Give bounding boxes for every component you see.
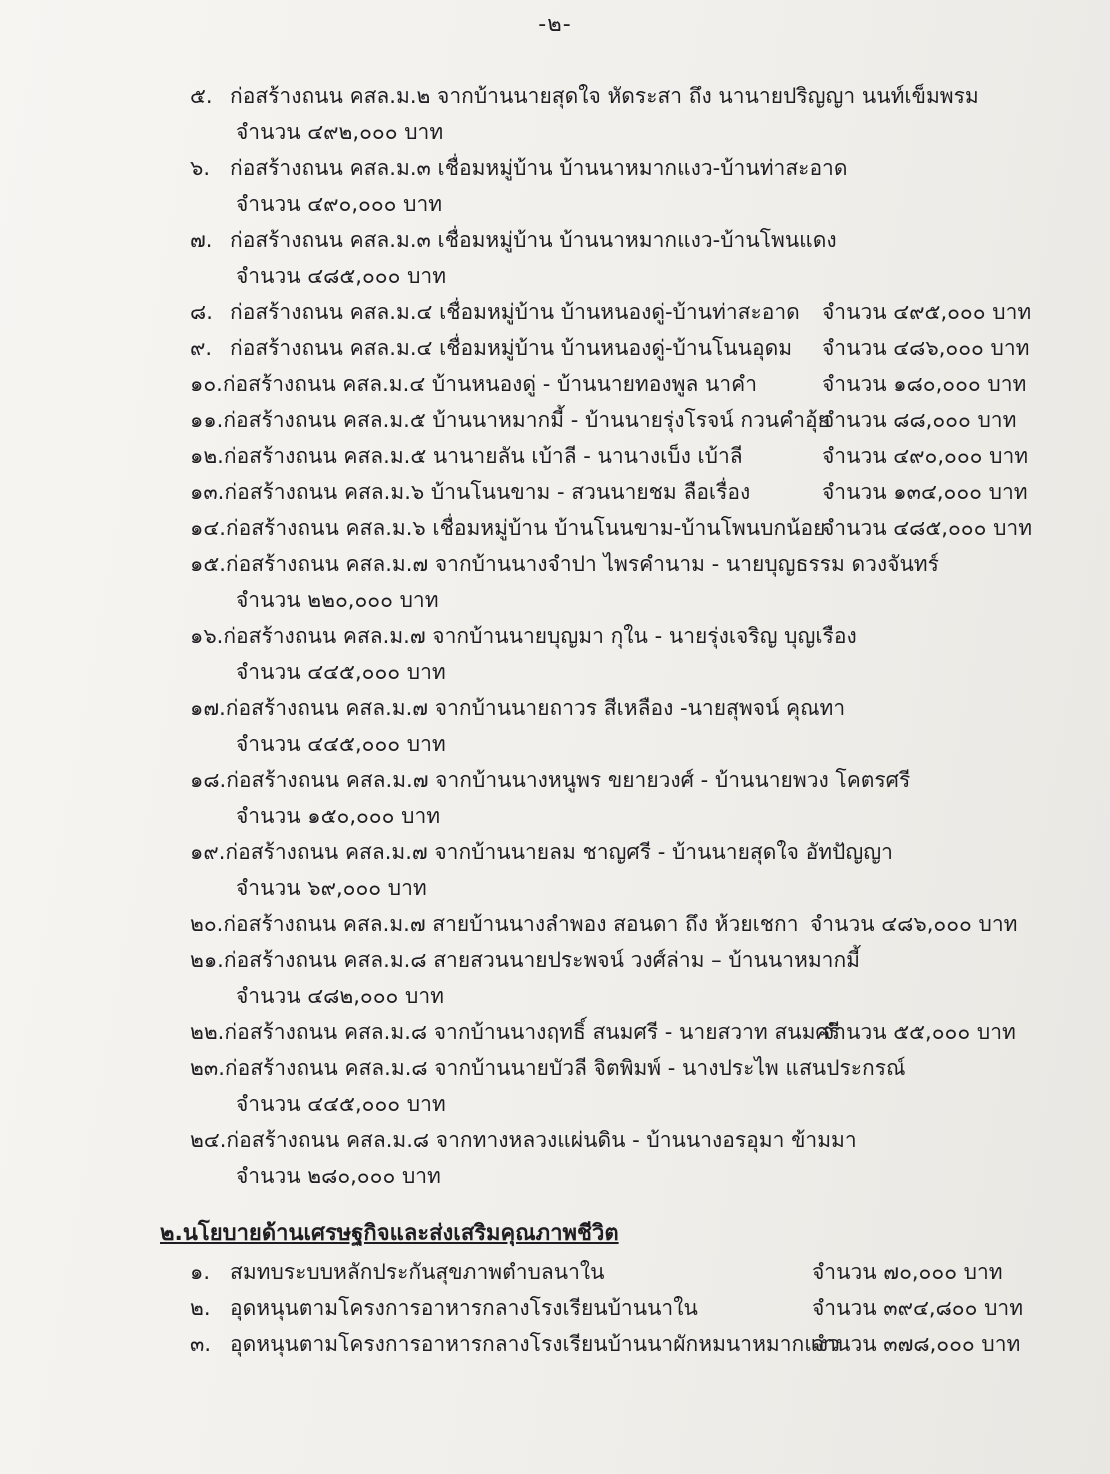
list-item xyxy=(190,834,1070,906)
list-item xyxy=(190,366,1070,402)
item-amount: จำนวน ๔๔๕,๐๐๐ บาท xyxy=(236,1092,446,1116)
item-number: ๑๒. xyxy=(190,444,224,468)
list-item xyxy=(190,1050,1070,1122)
list-item xyxy=(190,1122,1070,1194)
list-item xyxy=(190,1326,1070,1362)
item-number: ๓. xyxy=(190,1332,212,1356)
item-number: ๑๓. xyxy=(190,480,225,504)
item-number: ๘. xyxy=(190,300,213,324)
item-text: ก่อสร้างถนน คสล.ม.๓ เชื่อมหมู่บ้าน บ้านนาหมากแงว-บ้านโพนแดง xyxy=(230,228,837,252)
item-amount: จำนวน ๗๐,๐๐๐ บาท xyxy=(812,1260,1003,1284)
list-item xyxy=(190,222,1070,294)
item-number: ๒๓. xyxy=(190,1056,225,1080)
item-amount: จำนวน ๓๗๘,๐๐๐ บาท xyxy=(812,1332,1021,1356)
item-amount: จำนวน ๔๘๖,๐๐๐ บาท xyxy=(822,336,1030,360)
item-amount: จำนวน ๖๙,๐๐๐ บาท xyxy=(236,876,427,900)
list-item xyxy=(190,78,1070,150)
item-number: ๗. xyxy=(190,228,213,252)
list-item xyxy=(190,1254,1070,1290)
item-number: ๒๔. xyxy=(190,1128,227,1152)
list-item xyxy=(190,762,1070,834)
item-text: สมทบระบบหลักประกันสุขภาพตำบลนาใน xyxy=(230,1260,605,1284)
item-text: ก่อสร้างถนน คสล.ม.๖ เชื่อมหมู่บ้าน บ้านโนนขาม-บ้านโพนบกน้อย xyxy=(225,516,826,540)
item-amount: จำนวน ๔๙๐,๐๐๐ บาท xyxy=(822,444,1029,468)
list-item xyxy=(190,690,1070,762)
item-text: ก่อสร้างถนน คสล.ม.๔ บ้านหนองดู่ - บ้านนายทองพูล นาคำ xyxy=(222,372,758,396)
list-item xyxy=(190,546,1070,618)
item-number: ๑๘. xyxy=(190,768,227,792)
item-text: ก่อสร้างถนน คสล.ม.๗ จากบ้านนางจำปา ไพรคำนาม - นายบุญธรรม ดวงจันทร์ xyxy=(225,552,939,576)
item-text: ก่อสร้างถนน คสล.ม.๗ จากบ้านนายลม ชาญศรี - บ้านนายสุดใจ อัทปัญญา xyxy=(225,840,893,864)
item-amount: จำนวน ๔๔๕,๐๐๐ บาท xyxy=(236,732,446,756)
list-item xyxy=(190,330,1070,366)
section-heading: ๒.นโยบายด้านเศรษฐกิจและส่งเสริมคุณภาพชีวิต xyxy=(160,1221,619,1246)
item-number: ๑๗. xyxy=(190,696,226,720)
item-text: ก่อสร้างถนน คสล.ม.๕ นานายลัน เบ้าลี - นานางเบ็ง เบ้าลี xyxy=(223,444,743,468)
item-text: ก่อสร้างถนน คสล.ม.๔ เชื่อมหมู่บ้าน บ้านหนองดู่-บ้านท่าสะอาด xyxy=(230,300,800,324)
list-item xyxy=(190,1290,1070,1326)
item-number: ๑๕. xyxy=(190,552,226,576)
item-text: ก่อสร้างถนน คสล.ม.๗ สายบ้านนางลำพอง สอนดา ถึง ห้วยเชกา xyxy=(223,912,799,936)
item-number: ๑๔. xyxy=(190,516,226,540)
item-number: ๒๑. xyxy=(190,948,224,972)
item-amount: จำนวน ๔๙๒,๐๐๐ บาท xyxy=(236,120,444,144)
item-text: ก่อสร้างถนน คสล.ม.๘ จากทางหลวงแผ่นดิน - บ้านนางอรอุมา ข้ามมา xyxy=(226,1128,857,1152)
item-amount: จำนวน ๔๔๕,๐๐๐ บาท xyxy=(236,660,446,684)
list-item xyxy=(190,438,1070,474)
item-number: ๑๐. xyxy=(190,372,223,396)
item-amount: จำนวน ๔๘๒,๐๐๐ บาท xyxy=(236,984,444,1008)
item-text: อุดหนุนตามโครงการอาหารกลางโรงเรียนบ้านนาผักหมนาหมากแงว xyxy=(230,1332,840,1356)
item-text: ก่อสร้างถนน คสล.ม.๗ จากบ้านนายบุญมา กุใน - นายรุ่งเจริญ บุญเรือง xyxy=(223,624,857,648)
item-amount: จำนวน ๒๘๐,๐๐๐ บาท xyxy=(236,1164,441,1188)
item-amount: จำนวน ๒๒๐,๐๐๐ บาท xyxy=(236,588,439,612)
list-item xyxy=(190,942,1070,1014)
item-number: ๒. xyxy=(190,1296,211,1320)
list-item xyxy=(190,294,1070,330)
item-amount: จำนวน ๕๕,๐๐๐ บาท xyxy=(822,1020,1016,1044)
item-number: ๒๐. xyxy=(190,912,224,936)
item-amount: จำนวน ๑๓๔,๐๐๐ บาท xyxy=(822,480,1028,504)
list-item xyxy=(190,1014,1070,1050)
item-amount: จำนวน ๑๕๐,๐๐๐ บาท xyxy=(236,804,441,828)
list-item xyxy=(190,618,1070,690)
item-text: ก่อสร้างถนน คสล.ม.๒ จากบ้านนายสุดใจ หัดระสา ถึง นานายปริญญา นนท์เข็มพรม xyxy=(230,84,979,108)
item-text: ก่อสร้างถนน คสล.ม.๔ เชื่อมหมู่บ้าน บ้านหนองดู่-บ้านโนนอุดม xyxy=(230,336,793,360)
list-item xyxy=(190,150,1070,222)
item-text: อุดหนุนตามโครงการอาหารกลางโรงเรียนบ้านนาใน xyxy=(230,1296,698,1320)
item-number: ๒๒. xyxy=(190,1020,225,1044)
item-text: ก่อสร้างถนน คสล.ม.๖ บ้านโนนขาม - สวนนายชม ลือเรื่อง xyxy=(224,480,751,504)
item-number: ๕. xyxy=(190,84,213,108)
item-text: ก่อสร้างถนน คสล.ม.๓ เชื่อมหมู่บ้าน บ้านนาหมากแงว-บ้านท่าสะอาด xyxy=(230,156,848,180)
item-amount: จำนวน ๔๘๖,๐๐๐ บาท xyxy=(810,912,1018,936)
item-text: ก่อสร้างถนน คสล.ม.๘ จากบ้านนายบัวลี จิตพิมพ์ - นางประไพ แสนประกรณ์ xyxy=(224,1056,906,1080)
item-amount: จำนวน ๔๙๐,๐๐๐ บาท xyxy=(236,192,443,216)
item-text: ก่อสร้างถนน คสล.ม.๗ จากบ้านนางหนูพร ขยายวงศ์ - บ้านนายพวง โคตรศรี xyxy=(226,768,911,792)
page-number: -๒- xyxy=(538,12,572,37)
item-text: ก่อสร้างถนน คสล.ม.๕ บ้านนาหมากมี้ - บ้านนายรุ่งโรจน์ กวนคำอุ้ย xyxy=(223,408,830,432)
item-text: ก่อสร้างถนน คสล.ม.๗ จากบ้านนายถาวร สีเหลือง -นายสุพจน์ คุณทา xyxy=(225,696,846,720)
list-item xyxy=(190,402,1070,438)
list-item xyxy=(190,906,1070,942)
item-amount: จำนวน ๔๘๕,๐๐๐ บาท xyxy=(822,516,1033,540)
item-amount: จำนวน ๔๘๕,๐๐๐ บาท xyxy=(236,264,447,288)
item-number: ๑. xyxy=(190,1260,211,1284)
item-amount: จำนวน ๔๙๕,๐๐๐ บาท xyxy=(822,300,1032,324)
item-amount: จำนวน ๑๘๐,๐๐๐ บาท xyxy=(822,372,1027,396)
item-number: ๙. xyxy=(190,336,213,360)
item-number: ๑๑. xyxy=(190,408,224,432)
item-amount: จำนวน ๓๙๔,๘๐๐ บาท xyxy=(812,1296,1024,1320)
item-text: ก่อสร้างถนน คสล.ม.๘ สายสวนนายประพจน์ วงศ์ล่าม – บ้านนาหมากมี้ xyxy=(223,948,861,972)
list-item xyxy=(190,474,1070,510)
item-amount: จำนวน ๘๘,๐๐๐ บาท xyxy=(822,408,1017,432)
item-number: ๑๙. xyxy=(190,840,226,864)
list-item xyxy=(190,510,1070,546)
item-number: ๖. xyxy=(190,156,211,180)
budget-list xyxy=(160,78,1070,1362)
item-text: ก่อสร้างถนน คสล.ม.๘ จากบ้านนางฤทธิ์ สนมศรี - นายสวาท สนมศรี xyxy=(224,1020,841,1044)
item-number: ๑๖. xyxy=(190,624,224,648)
